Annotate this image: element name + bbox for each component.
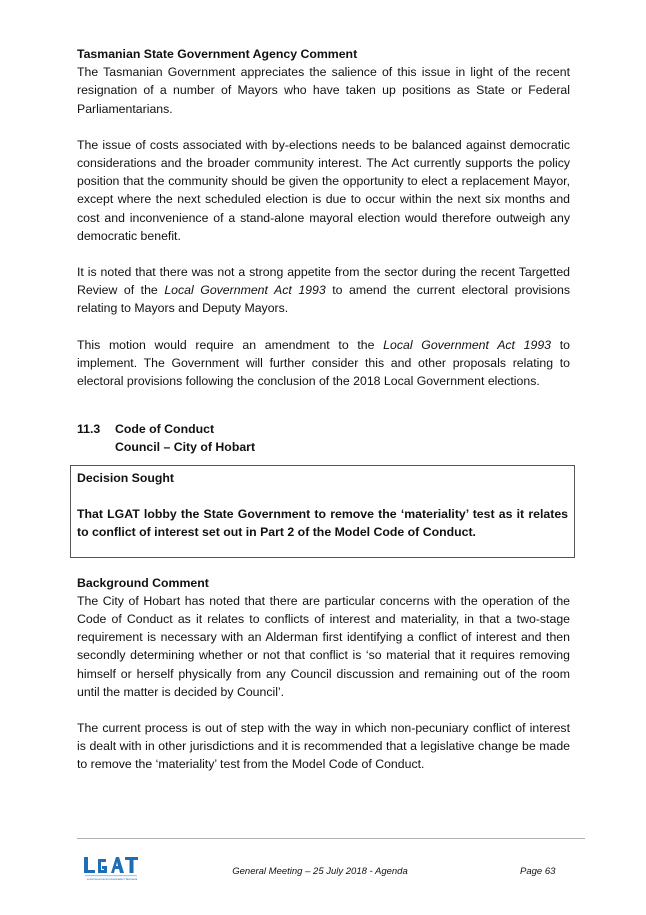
paragraph-4-text-b: to implement. The Government will further consider this and other proposals relating to electoral provisions following the conclusion of the 2018 Local Government elections. (77, 337, 570, 389)
agency-comment-paragraph-4 (77, 336, 570, 391)
decision-sought-heading: Decision Sought (77, 470, 175, 485)
paragraph-3-text-a: It is noted that there was not a strong appetite from the sector during the recent Targetted Review of the (77, 265, 570, 298)
agency-comment-heading: Tasmanian State Government Agency Comment (77, 47, 358, 61)
section-number: 11.3 (77, 422, 101, 437)
logo-subtext: Local Government Association Tasmania (86, 877, 138, 881)
agency-comment-paragraph-1: The Tasmanian Government appreciates the salience of this issue in light of the recent resignation of a number of Mayors who have taken up positions as State or Federal Parliamentarians. (77, 65, 570, 116)
page-content (77, 45, 570, 774)
background-comment-heading: Background Comment (77, 575, 209, 590)
section-heading (77, 420, 570, 438)
section-title: Code of Conduct (115, 422, 215, 437)
agency-comment-paragraph-2: The issue of costs associated with by-elections needs to be balanced against democratic considerations and the broader community interest. The Act currently supports the policy position that the community should be given the opportunity to elect a replacement Mayor, except where the next scheduled election is due to occur within the next six months and cost and inconvenience of a stand-alone mayoral election would therefore outweigh any democratic benefit. (77, 137, 570, 243)
act-citation: Local Government Act 1993 (383, 337, 552, 352)
paragraph-4-text-a: This motion would require an amendment to the (77, 337, 384, 352)
background-paragraph-1: The City of Hobart has noted that there are particular concerns with the operation of the Code of Conduct as it relates to conflicts of interest and materiality, in that a two-stage requirement is necessary with an Alderman first identifying a conflict of interest and then secondly determining whether or not that conflict is ‘so material that it requires removing himself or herself physically from any Council discussion and remaining out of the room until the matter is decided by Council’. (77, 593, 570, 699)
act-citation: Local Government Act 1993 (164, 283, 326, 298)
lgat-logo-icon (84, 855, 140, 881)
footer-rule (77, 838, 585, 839)
section-subtitle: Council – City of Hobart (115, 440, 256, 455)
footer-meeting-title: General Meeting – 25 July 2018 - Agenda (232, 866, 408, 877)
agency-comment-paragraph-3 (77, 263, 570, 318)
decision-sought-text: That LGAT lobby the State Government to remove the ‘materiality’ test as it relates to conflict of interest set out in Part 2 of the Model Code of Conduct. (77, 506, 568, 540)
paragraph-3-text-b: to amend the current electoral provisions relating to Mayors and Deputy Mayors. (77, 283, 570, 316)
decision-sought-box (70, 465, 575, 558)
footer-page-number: Page 63 (520, 866, 556, 877)
background-paragraph-2: The current process is out of step with the way in which non-pecuniary conflict of interest is dealt with in other jurisdictions and it is recommended that a legislative change be made to remove the ‘materiality’ test from the Model Code of Conduct. (77, 721, 570, 772)
lgat-logo (84, 855, 140, 881)
